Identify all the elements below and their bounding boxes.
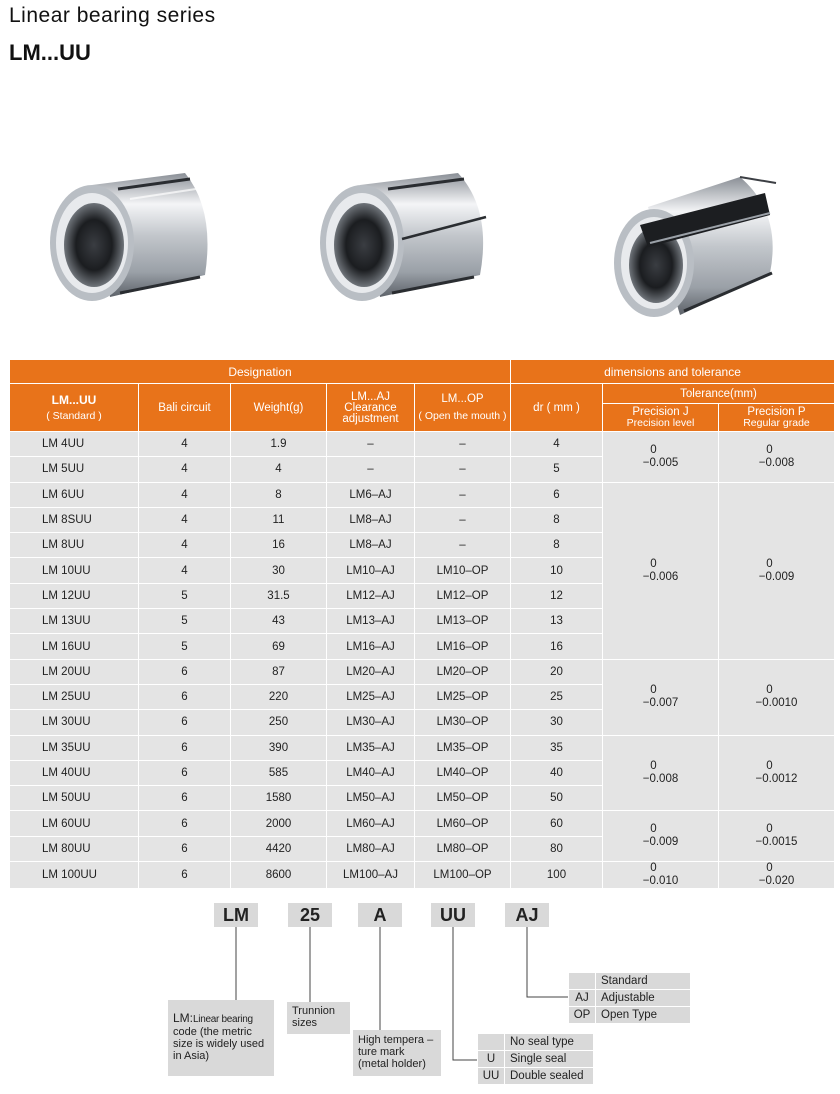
aj-model-cell: LM13–AJ — [327, 609, 415, 634]
seal-legend — [477, 1033, 594, 1085]
dr-cell: 5 — [511, 457, 603, 482]
weight-cell: 585 — [231, 760, 327, 785]
lm-code-label-small: Linear bearing — [193, 1014, 253, 1025]
weight-cell: 390 — [231, 735, 327, 760]
seal-legend-code — [478, 1034, 505, 1051]
precision-p-sub: Regular grade — [743, 417, 810, 429]
code-part-lm: LM — [214, 903, 258, 927]
weight-cell: 4420 — [231, 836, 327, 861]
ball-circuit-cell: 6 — [139, 811, 231, 836]
designation-header: Designation — [10, 360, 511, 384]
op-model-cell: LM10–OP — [415, 558, 511, 583]
dr-cell: 25 — [511, 684, 603, 709]
tolerance-lower: −0.008 — [758, 456, 795, 469]
model-cell: LM 10UU — [10, 558, 139, 583]
code-part-size: 25 — [288, 903, 332, 927]
weight-cell: 220 — [231, 684, 327, 709]
dr-cell: 100 — [511, 862, 603, 889]
op-model-cell: LM13–OP — [415, 609, 511, 634]
ball-circuit-cell: 4 — [139, 558, 231, 583]
ball-circuit-cell: 4 — [139, 533, 231, 558]
tolerance-lower: −0.020 — [758, 875, 795, 888]
tolerance-lower: −0.006 — [642, 570, 679, 583]
model-cell: LM 5UU — [10, 457, 139, 482]
tolerance-upper: 0 — [766, 862, 773, 875]
ball-circuit-cell: 6 — [139, 710, 231, 735]
dr-header: dr ( mm ) — [511, 384, 603, 432]
dr-cell: 8 — [511, 533, 603, 558]
temperature-mark-label: High tempera –ture mark (metal holder) — [353, 1030, 441, 1076]
op-model-cell: LM80–OP — [415, 836, 511, 861]
ball-circuit-cell: 4 — [139, 457, 231, 482]
tolerance-upper: 0 — [766, 443, 773, 456]
weight-cell: 43 — [231, 609, 327, 634]
aj-model-cell: LM6–AJ — [327, 482, 415, 507]
aj-model-cell: – — [327, 457, 415, 482]
dr-cell: 60 — [511, 811, 603, 836]
ball-circuit-cell: 5 — [139, 609, 231, 634]
weight-cell: 8600 — [231, 862, 327, 889]
op-model-cell: – — [415, 482, 511, 507]
tolerance-lower: −0.009 — [758, 570, 795, 583]
weight-header: Weight(g) — [231, 384, 327, 432]
ball-circuit-header: Bali circuit — [139, 384, 231, 432]
op-model-cell: – — [415, 507, 511, 532]
lm-code-label-rest: code (the metric size is widely used in Asia) — [173, 1026, 265, 1062]
tolerance-lower: −0.008 — [642, 773, 679, 785]
precision-p-title: Precision P — [747, 406, 806, 418]
lm-code-label — [168, 1000, 274, 1076]
code-part-temp: A — [358, 903, 402, 927]
seal-legend-code: U — [478, 1051, 505, 1068]
model-cell: LM 16UU — [10, 634, 139, 659]
model-cell: LM 50UU — [10, 786, 139, 811]
type-legend-row — [569, 990, 691, 1007]
tolerance-upper: 0 — [650, 862, 657, 875]
aj-model-cell: LM16–AJ — [327, 634, 415, 659]
page-title: Linear bearing series — [9, 4, 216, 27]
aj-column-sub1: Clearance — [344, 401, 397, 414]
dr-cell: 16 — [511, 634, 603, 659]
aj-model-cell: LM30–AJ — [327, 710, 415, 735]
weight-cell: 16 — [231, 533, 327, 558]
dr-cell: 10 — [511, 558, 603, 583]
precision-j-sub: Precision level — [626, 417, 695, 429]
tolerance-lower: −0.009 — [642, 836, 679, 849]
aj-column-sub2: adjustment — [342, 412, 399, 425]
tolerance-upper: 0 — [766, 684, 773, 697]
model-cell: LM 100UU — [10, 862, 139, 889]
op-model-cell: LM12–OP — [415, 583, 511, 608]
model-cell: LM 12UU — [10, 583, 139, 608]
op-model-cell: LM35–OP — [415, 735, 511, 760]
model-cell: LM 4UU — [10, 432, 139, 457]
op-model-cell: LM50–OP — [415, 786, 511, 811]
seal-legend-description: Single seal — [505, 1051, 594, 1068]
dr-cell: 20 — [511, 659, 603, 684]
lm-code-label-head: LM: — [173, 1011, 194, 1025]
type-legend-code — [569, 973, 596, 990]
model-cell: LM 8SUU — [10, 507, 139, 532]
tolerance-lower: −0.0015 — [755, 836, 798, 849]
code-part-seal: UU — [431, 903, 475, 927]
ball-circuit-cell: 5 — [139, 634, 231, 659]
seal-legend-description: No seal type — [505, 1034, 594, 1051]
page-subtitle: LM...UU — [9, 40, 91, 65]
dr-cell: 40 — [511, 760, 603, 785]
seal-legend-row — [478, 1068, 594, 1085]
aj-model-cell: LM80–AJ — [327, 836, 415, 861]
weight-cell: 69 — [231, 634, 327, 659]
weight-cell: 4 — [231, 457, 327, 482]
ball-circuit-cell: 6 — [139, 659, 231, 684]
trunnion-label: Trunnion sizes — [287, 1002, 350, 1034]
dr-cell: 6 — [511, 482, 603, 507]
ball-circuit-cell: 4 — [139, 482, 231, 507]
aj-model-cell: LM25–AJ — [327, 684, 415, 709]
op-column-title: LM...OP — [441, 393, 484, 405]
aj-model-cell: LM35–AJ — [327, 735, 415, 760]
ball-circuit-cell: 4 — [139, 432, 231, 457]
tolerance-upper: 0 — [650, 443, 657, 456]
ball-circuit-cell: 6 — [139, 684, 231, 709]
tolerance-upper: 0 — [766, 823, 773, 836]
op-model-cell: – — [415, 457, 511, 482]
weight-cell: 87 — [231, 659, 327, 684]
dr-cell: 80 — [511, 836, 603, 861]
tolerance-upper: 0 — [650, 760, 657, 772]
type-legend-description: Adjustable — [596, 990, 691, 1007]
model-cell: LM 25UU — [10, 684, 139, 709]
code-part-type: AJ — [505, 903, 549, 927]
tolerance-lower: −0.005 — [642, 456, 679, 469]
tolerance-upper: 0 — [650, 823, 657, 836]
model-cell: LM 6UU — [10, 482, 139, 507]
model-cell: LM 80UU — [10, 836, 139, 861]
model-cell: LM 20UU — [10, 659, 139, 684]
aj-model-cell: LM60–AJ — [327, 811, 415, 836]
tolerance-lower: −0.007 — [642, 697, 679, 710]
seal-legend-code: UU — [478, 1068, 505, 1085]
op-model-cell: LM20–OP — [415, 659, 511, 684]
aj-model-cell: LM50–AJ — [327, 786, 415, 811]
ball-circuit-cell: 6 — [139, 862, 231, 889]
dr-cell: 50 — [511, 786, 603, 811]
aj-model-cell: LM12–AJ — [327, 583, 415, 608]
tolerance-lower: −0.010 — [642, 875, 679, 888]
dimensions-header: dimensions and tolerance — [511, 360, 835, 384]
weight-cell: 250 — [231, 710, 327, 735]
weight-cell: 1.9 — [231, 432, 327, 457]
type-legend — [568, 972, 691, 1024]
ball-circuit-cell: 6 — [139, 786, 231, 811]
model-cell: LM 30UU — [10, 710, 139, 735]
tolerance-header: Tolerance(mm) — [603, 384, 835, 404]
aj-model-cell: – — [327, 432, 415, 457]
op-model-cell: LM25–OP — [415, 684, 511, 709]
tolerance-lower: −0.0010 — [755, 697, 798, 710]
dr-cell: 13 — [511, 609, 603, 634]
tolerance-upper: 0 — [650, 557, 657, 570]
type-legend-description: Standard — [596, 973, 691, 990]
lmuu-column-title: LM...UU — [51, 393, 97, 407]
precision-j-title: Precision J — [632, 406, 689, 418]
dr-cell: 35 — [511, 735, 603, 760]
weight-cell: 1580 — [231, 786, 327, 811]
seal-legend-description: Double sealed — [505, 1068, 594, 1085]
model-cell: LM 60UU — [10, 811, 139, 836]
tolerance-lower: −0.0012 — [755, 773, 798, 785]
type-legend-code: OP — [569, 1007, 596, 1024]
weight-cell: 8 — [231, 482, 327, 507]
dr-cell: 4 — [511, 432, 603, 457]
op-model-cell: LM100–OP — [415, 862, 511, 889]
weight-cell: 11 — [231, 507, 327, 532]
op-model-cell: – — [415, 432, 511, 457]
op-column-sub: ( Open the mouth ) — [418, 410, 507, 422]
model-cell: LM 40UU — [10, 760, 139, 785]
tolerance-upper: 0 — [766, 760, 773, 772]
weight-cell: 2000 — [231, 811, 327, 836]
tolerance-upper: 0 — [650, 684, 657, 697]
tolerance-upper: 0 — [766, 557, 773, 570]
model-cell: LM 8UU — [10, 533, 139, 558]
op-model-cell: LM30–OP — [415, 710, 511, 735]
ball-circuit-cell: 4 — [139, 507, 231, 532]
weight-cell: 30 — [231, 558, 327, 583]
aj-model-cell: LM8–AJ — [327, 533, 415, 558]
aj-column-title: LM...AJ — [351, 390, 390, 403]
op-model-cell: LM16–OP — [415, 634, 511, 659]
ball-circuit-cell: 6 — [139, 836, 231, 861]
aj-model-cell: LM100–AJ — [327, 862, 415, 889]
ball-circuit-cell: 6 — [139, 760, 231, 785]
seal-legend-row — [478, 1034, 594, 1051]
model-cell: LM 13UU — [10, 609, 139, 634]
aj-model-cell: LM8–AJ — [327, 507, 415, 532]
op-model-cell: LM60–OP — [415, 811, 511, 836]
dr-cell: 12 — [511, 583, 603, 608]
ball-circuit-cell: 5 — [139, 583, 231, 608]
op-model-cell: – — [415, 533, 511, 558]
type-legend-row — [569, 1007, 691, 1024]
dr-cell: 30 — [511, 710, 603, 735]
lmuu-column-sub: ( Standard ) — [46, 410, 102, 422]
ball-circuit-cell: 6 — [139, 735, 231, 760]
aj-model-cell: LM20–AJ — [327, 659, 415, 684]
aj-model-cell: LM10–AJ — [327, 558, 415, 583]
type-legend-row — [569, 973, 691, 990]
op-model-cell: LM40–OP — [415, 760, 511, 785]
aj-model-cell: LM40–AJ — [327, 760, 415, 785]
weight-cell: 31.5 — [231, 583, 327, 608]
type-legend-description: Open Type — [596, 1007, 691, 1024]
type-legend-code: AJ — [569, 990, 596, 1007]
dr-cell: 8 — [511, 507, 603, 532]
seal-legend-row — [478, 1051, 594, 1068]
model-cell: LM 35UU — [10, 735, 139, 760]
